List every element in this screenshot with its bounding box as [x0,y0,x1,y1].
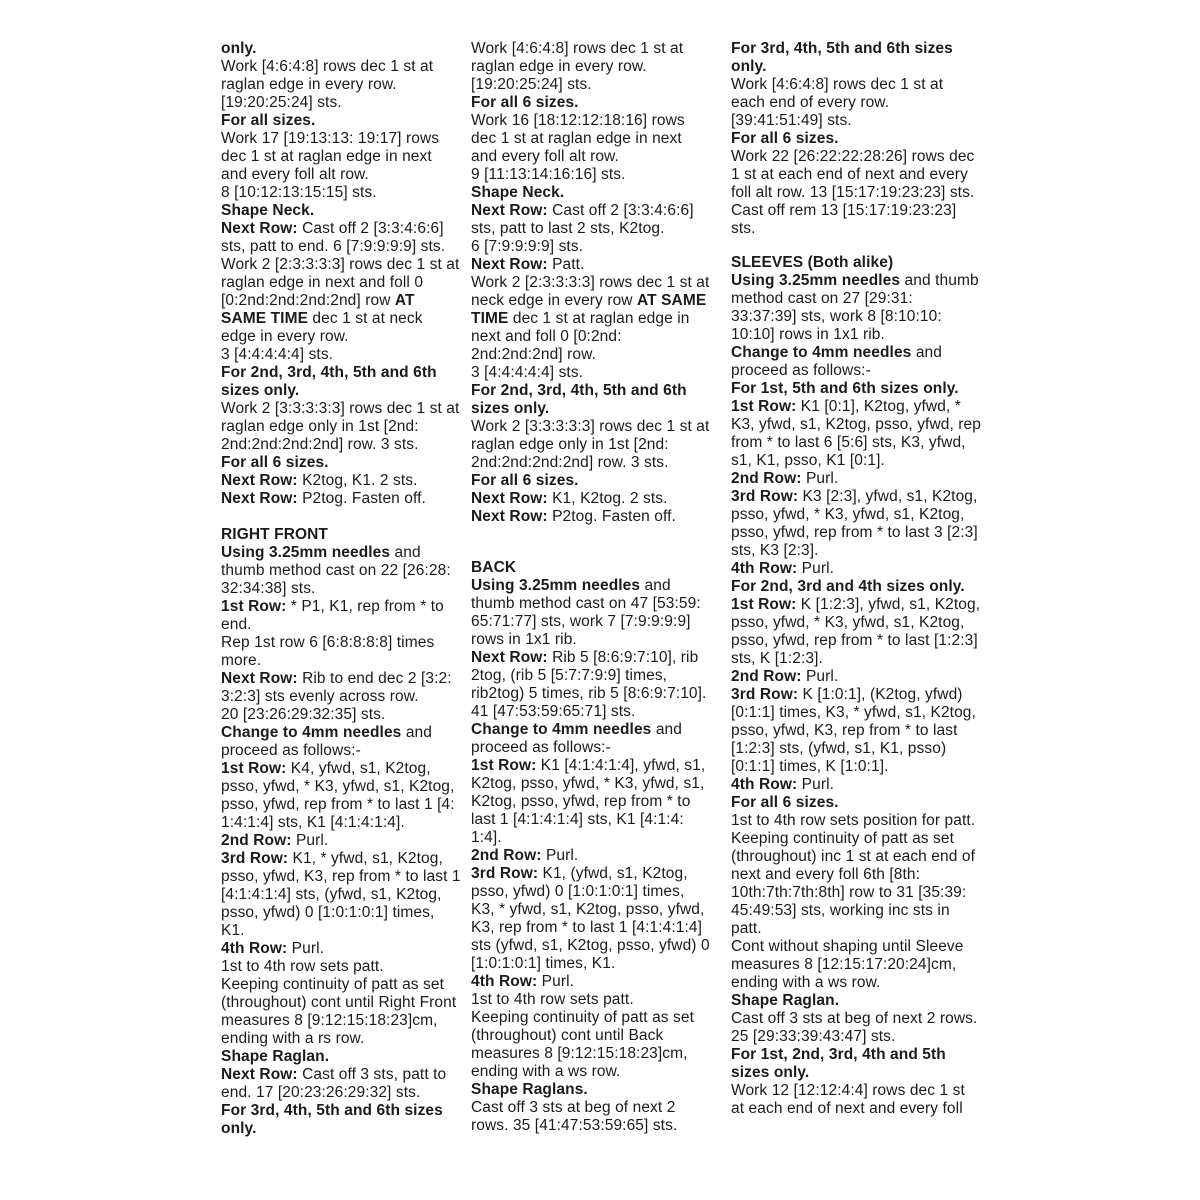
pattern-line: 3rd Row: K3 [2:3], yfwd, s1, K2tog, psso, yfwd, * K3, yfwd, s1, K2tog, psso, yfwd, rep from * to last 3 [2:3] sts, K3 [2:3]. [731,488,978,559]
pattern-line: [19:20:25:24] sts. [221,94,342,111]
section-gap [471,526,711,559]
pattern-line: 1st Row: K4, yfwd, s1, K2tog, psso, yfwd, * K3, yfwd, s1, K2tog, psso, yfwd, rep from * to last 1 [4: 1:4:1:4] sts, K1 [4:1:4:1:4]. [221,760,455,831]
column-2 [471,40,711,1135]
sleeves-heading: SLEEVES (Both alike) [731,254,894,271]
back-heading: BACK [471,559,517,576]
pattern-line: 3rd Row: K1, * yfwd, s1, K2tog, psso, yfwd, K3, rep from * to last 1 [4:1:4:1:4] sts, (yfwd, s1, K2tog, psso, yfwd) 0 [1:0:1:0:1] times, K1. [221,850,461,939]
pattern-line: 2nd Row: Purl. [731,470,839,487]
pattern-line: Next Row: K1, K2tog. 2 sts. [471,490,668,507]
pattern-line: [39:41:51:49] sts. [731,112,852,129]
pattern-line: 20 [23:26:29:32:35] sts. [221,706,386,723]
pattern-line: Using 3.25mm needles and thumb method cast on 27 [29:31: 33:37:39] sts, work 8 [8:10:10: 10:10] rows in 1x1 rib. [731,272,979,343]
pattern-line: Work 16 [18:12:12:18:16] rows dec 1 st at raglan edge in next and every foll alt row. [471,112,685,165]
pattern-line: Work 2 [2:3:3:3:3] rows dec 1 st at raglan edge in next and foll 0 [0:2nd:2nd:2nd:2nd] row AT SAME TIME dec 1 st at neck edge in every row. [221,256,460,345]
pattern-line: For all 6 sizes. [731,130,839,147]
pattern-line: Keeping continuity of patt as set (throughout) inc 1 st at each end of next and every foll 6th [8th: 10th:7th:7th:8th] row to 31 [35:39: 45:49:53] sts, working inc sts in patt. [731,830,976,937]
pattern-line: Work [4:6:4:8] rows dec 1 st at raglan edge in every row. [221,58,434,93]
pattern-line: For all 6 sizes. [471,472,579,489]
pattern-line: Keeping continuity of patt as set (throughout) cont until Back measures 8 [9:12:15:18:23]cm, ending with a ws row. [471,1009,695,1080]
pattern-line: Change to 4mm needles and proceed as follows:- [221,724,432,759]
pattern-line: 8 [10:12:13:15:15] sts. [221,184,377,201]
pattern-line: Cast off 3 sts at beg of next 2 rows. 35 [41:47:53:59:65] sts. [471,1099,678,1134]
pattern-line: Shape Raglans. [471,1081,588,1098]
pattern-line: Using 3.25mm needles and thumb method cast on 47 [53:59: 65:71:77] sts, work 7 [7:9:9:9:9] rows in 1x1 rib. [471,577,701,648]
pattern-line: Next Row: Patt. [471,256,585,273]
section-gap [221,508,461,526]
pattern-line: Shape Raglan. [221,1048,330,1065]
pattern-line: Next Row: Cast off 3 sts, patt to end. 17 [20:23:26:29:32] sts. [221,1066,447,1101]
pattern-line: For 1st, 5th and 6th sizes only. [731,380,959,397]
pattern-line: Cast off 3 sts at beg of next 2 rows. 25 [29:33:39:43:47] sts. [731,1010,978,1045]
column-1 [221,40,461,1138]
pattern-line: Work 12 [12:12:4:4] rows dec 1 st at each end of next and every foll [731,1082,965,1117]
pattern-line: Work [4:6:4:8] rows dec 1 st at raglan edge in every row. [471,40,684,75]
pattern-line: 3 [4:4:4:4:4] sts. [221,346,334,363]
pattern-line: Next Row: Cast off 2 [3:3:4:6:6] sts, patt to last 2 sts, K2tog. [471,202,694,237]
pattern-line: 1st to 4th row sets patt. [471,991,634,1008]
pattern-line: 6 [7:9:9:9:9] sts. [471,238,584,255]
pattern-line: 3 [4:4:4:4:4] sts. [471,364,584,381]
section-gap [731,238,981,254]
pattern-line: 4th Row: Purl. [731,560,835,577]
pattern-line: 4th Row: Purl. [731,776,835,793]
right-front-heading: RIGHT FRONT [221,526,329,543]
pattern-line: Cast off rem 13 [15:17:19:23:23] sts. [731,202,957,237]
pattern-line: 1st Row: * P1, K1, rep from * to end. [221,598,444,633]
pattern-line: For 3rd, 4th, 5th and 6th sizes only. [731,40,953,75]
pattern-line: Next Row: Rib to end dec 2 [3:2: 3:2:3] sts evenly across row. [221,670,452,705]
pattern-line: For 1st, 2nd, 3rd, 4th and 5th sizes only. [731,1046,946,1081]
pattern-line: Work 2 [3:3:3:3:3] rows dec 1 st at raglan edge only in 1st [2nd: 2nd:2nd:2nd:2nd] row. 3 sts. [221,400,460,453]
pattern-line: Work 22 [26:22:22:28:26] rows dec 1 st at each end of next and every foll alt row. 13 [15:17:19:23:23] sts. [731,148,975,201]
pattern-line: 1st to 4th row sets patt. [221,958,384,975]
pattern-line: For all sizes. [221,112,316,129]
pattern-line: Work [4:6:4:8] rows dec 1 st at each end of every row. [731,76,944,111]
pattern-line: Next Row: Rib 5 [8:6:9:7:10], rib 2tog, (rib 5 [5:7:7:9:9] times, rib2tog) 5 times, rib 5 [8:6:9:7:10]. [471,649,707,702]
pattern-line: Change to 4mm needles and proceed as follows:- [471,721,682,756]
pattern-line: Using 3.25mm needles and thumb method cast on 22 [26:28: 32:34:38] sts. [221,544,451,597]
pattern-line: Shape Raglan. [731,992,840,1009]
pattern-line: 9 [11:13:14:16:16] sts. [471,166,626,183]
column-3 [731,40,981,1118]
pattern-line: 3rd Row: K1, (yfwd, s1, K2tog, psso, yfwd) 0 [1:0:1:0:1] times, K3, * yfwd, s1, K2tog, psso, yfwd, K3, rep from * to last 1 [4:1:4:1:4] sts (yfwd, s1, K2tog, psso, yfwd) 0 [1:0:1:0:1] times, K1. [471,865,710,972]
pattern-line: 2nd Row: Purl. [471,847,579,864]
pattern-line: Next Row: P2tog. Fasten off. [471,508,676,525]
pattern-line: For 3rd, 4th, 5th and 6th sizes only. [221,1102,443,1137]
pattern-line: Next Row: Cast off 2 [3:3:4:6:6] sts, patt to end. 6 [7:9:9:9:9] sts. [221,220,446,255]
pattern-line: Keeping continuity of patt as set (throughout) cont until Right Front measures 8 [9:12:15:18:23]cm, ending with a rs row. [221,976,457,1047]
pattern-line: Shape Neck. [221,202,315,219]
pattern-line: 3rd Row: K [1:0:1], (K2tog, yfwd) [0:1:1] times, K3, * yfwd, s1, K2tog, psso, yfwd, K3, rep from * to last [1:2:3] sts, (yfwd, s1, K1, psso) [0:1:1] times, K [1:0:1]. [731,686,976,775]
pattern-line: For 2nd, 3rd and 4th sizes only. [731,578,965,595]
pattern-line: Next Row: P2tog. Fasten off. [221,490,426,507]
pattern-line: Change to 4mm needles and proceed as follows:- [731,344,942,379]
pattern-line: For all 6 sizes. [221,454,329,471]
pattern-line: 4th Row: Purl. [221,940,325,957]
pattern-line: For 2nd, 3rd, 4th, 5th and 6th sizes only. [221,364,437,399]
pattern-line: 2nd Row: Purl. [221,832,329,849]
pattern-line: Work 2 [3:3:3:3:3] rows dec 1 st at raglan edge only in 1st [2nd: 2nd:2nd:2nd:2nd] row. 3 sts. [471,418,710,471]
pattern-line: 1st Row: K1 [4:1:4:1:4], yfwd, s1, K2tog, psso, yfwd, * K3, yfwd, s1, K2tog, psso, yfwd, rep from * to last 1 [4:1:4:1:4] sts, K1 [4:1:4: 1:4]. [471,757,706,846]
pattern-line: For 2nd, 3rd, 4th, 5th and 6th sizes only. [471,382,687,417]
pattern-line: Next Row: K2tog, K1. 2 sts. [221,472,418,489]
pattern-line: 41 [47:53:59:65:71] sts. [471,703,636,720]
pattern-line: For all 6 sizes. [731,794,839,811]
pattern-line: For all 6 sizes. [471,94,579,111]
pattern-line: Shape Neck. [471,184,565,201]
pattern-line: Work 2 [2:3:3:3:3] rows dec 1 st at neck edge in every row AT SAME TIME dec 1 st at raglan edge in next and foll 0 [0:2nd: 2nd:2nd:2nd] row. [471,274,710,363]
pattern-line: 2nd Row: Purl. [731,668,839,685]
pattern-line: only. [221,40,257,57]
pattern-line: 4th Row: Purl. [471,973,575,990]
pattern-line: 1st Row: K1 [0:1], K2tog, yfwd, * K3, yfwd, s1, K2tog, psso, yfwd, rep from * to last 6 [5:6] sts, K3, yfwd, s1, K1, psso, K1 [0:1]. [731,398,981,469]
pattern-line: Work 17 [19:13:13: 19:17] rows dec 1 st at raglan edge in next and every foll alt row. [221,130,440,183]
pattern-line: Cont without shaping until Sleeve measures 8 [12:15:17:20:24]cm, ending with a ws row. [731,938,964,991]
pattern-line: 1st Row: K [1:2:3], yfwd, s1, K2tog, psso, yfwd, * K3, yfwd, s1, K2tog, psso, yfwd, rep from * to last [1:2:3] sts, K [1:2:3]. [731,596,981,667]
pattern-line: 1st to 4th row sets position for patt. [731,812,976,829]
pattern-line: [19:20:25:24] sts. [471,76,592,93]
pattern-line: Rep 1st row 6 [6:8:8:8:8] times more. [221,634,435,669]
